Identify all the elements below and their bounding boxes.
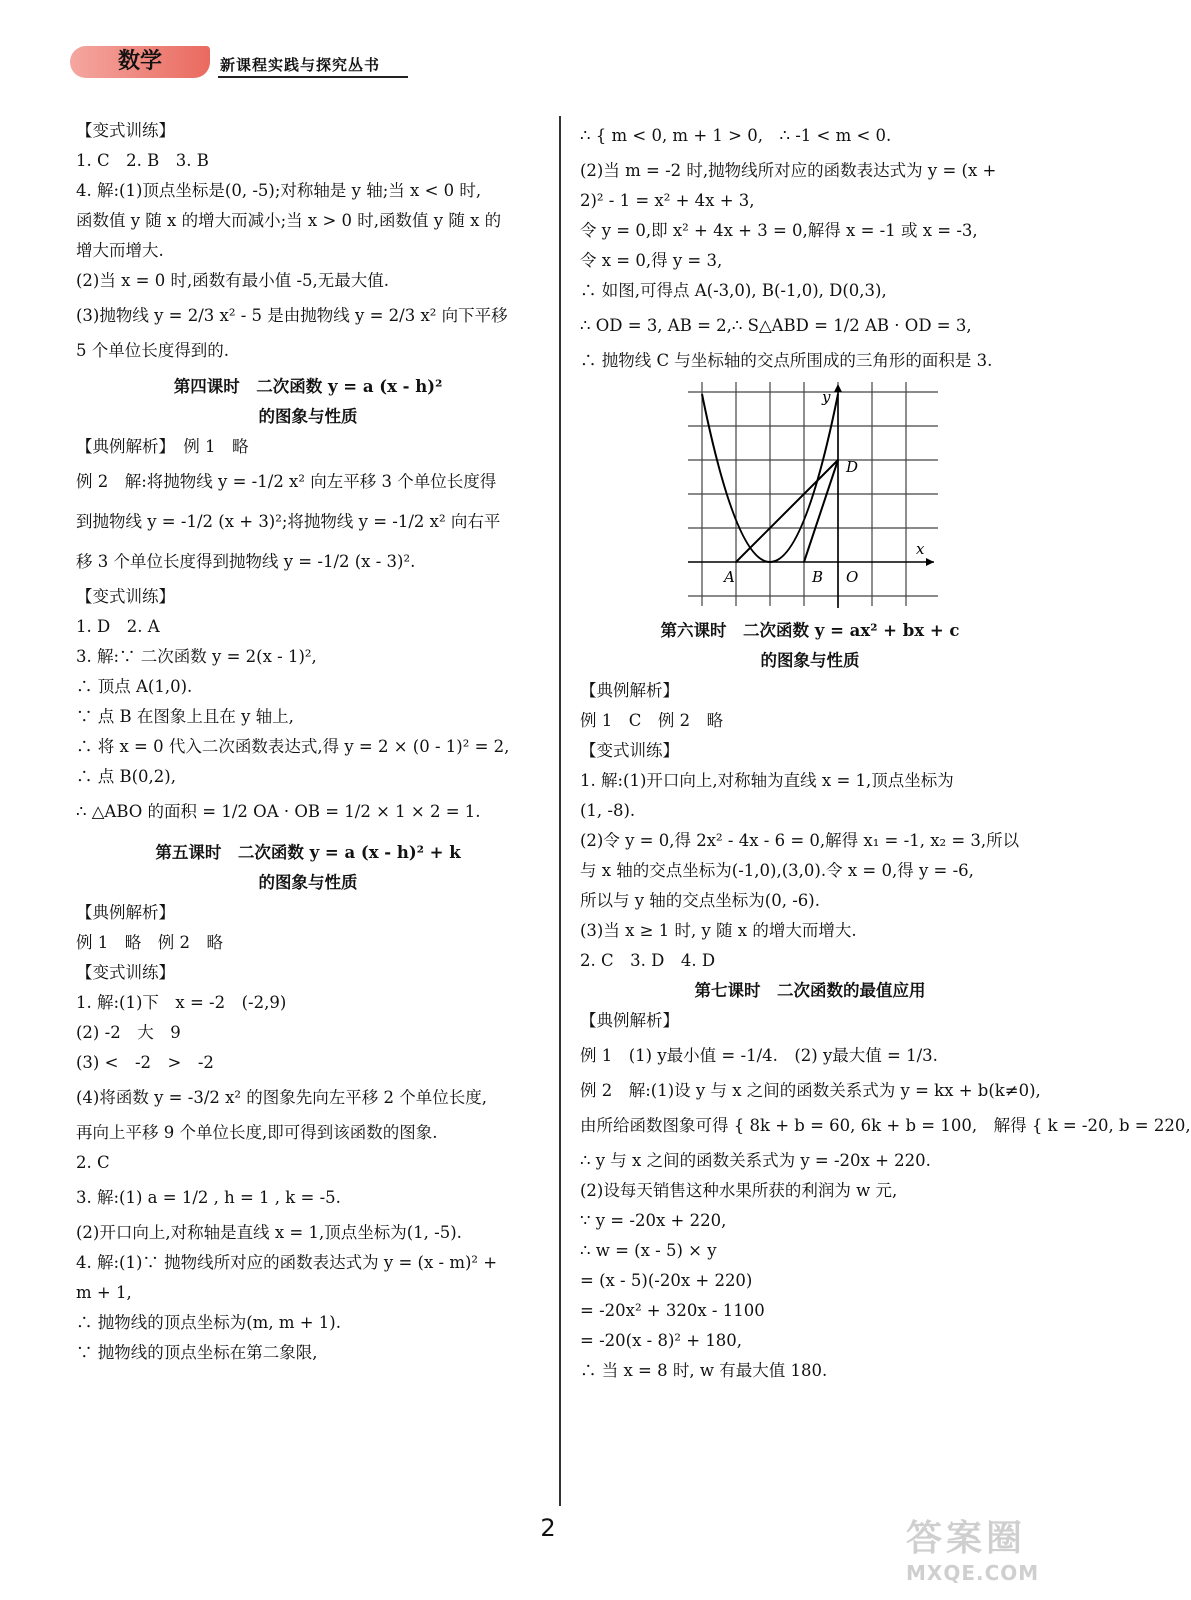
answer-line: 移 3 个单位长度得到抛物线 y = -1/2 (x - 3)². [76, 552, 416, 571]
answer-line: = -20(x - 8)² + 180, [580, 1331, 743, 1350]
answer-line: (2)令 y = 0,得 2x² - 4x - 6 = 0,解得 x₁ = -1, x₂ = 3,所以 [580, 831, 1020, 850]
lesson-subtitle: 的图象与性质 [258, 873, 358, 892]
answer-line: (4)将函数 y = -3/2 x² 的图象先向左平移 2 个单位长度, [76, 1088, 488, 1107]
answer-line: 再向上平移 9 个单位长度,即可得到该函数的图象. [76, 1123, 438, 1142]
lesson-title: 第六课时 二次函数 y = ax² + bx + c [660, 621, 960, 640]
x-axis-label: x [916, 540, 925, 558]
answer-line: (2)当 m = -2 时,抛物线所对应的函数表达式为 y = (x + [580, 161, 997, 180]
answer-line: 3. 解:∵ 二次函数 y = 2(x - 1)², [76, 647, 317, 666]
answer-line: (1, -8). [580, 801, 636, 820]
answer-line: ∴ 如图,可得点 A(-3,0), B(-1,0), D(0,3), [580, 281, 887, 300]
answer-line: (2)当 x = 0 时,函数有最小值 -5,无最大值. [76, 271, 390, 290]
lesson-title: 第四课时 二次函数 y = a (x - h)² [173, 377, 443, 396]
answer-line: 例 1 (1) y最小值 = -1/4. (2) y最大值 = 1/3. [580, 1046, 938, 1065]
left-column [76, 116, 540, 1368]
lesson-title: 第五课时 二次函数 y = a (x - h)² + k [155, 843, 461, 862]
answer-line: 2. C [76, 1153, 110, 1172]
series-title: 新课程实践与探究丛书 [220, 56, 381, 74]
answer-line: 例 2 解:将抛物线 y = -1/2 x² 向左平移 3 个单位长度得 [76, 472, 497, 491]
section-heading: 【典例解析】 [76, 903, 175, 922]
answer-line: ∴ 当 x = 8 时, w 有最大值 180. [580, 1361, 828, 1380]
lesson-subtitle: 的图象与性质 [258, 407, 358, 426]
header-underline [218, 76, 408, 78]
answer-line: 1. 解:(1)下 x = -2 (-2,9) [76, 993, 287, 1012]
answer-line: 例 2 解:(1)设 y 与 x 之间的函数关系式为 y = kx + b(k≠0), [580, 1081, 1041, 1100]
answer-line: 令 y = 0,即 x² + 4x + 3 = 0,解得 x = -1 或 x = -3, [580, 221, 978, 240]
parabola-graph [688, 382, 938, 610]
answer-line: ∴ OD = 3, AB = 2,∴ S△ABD = 1/2 AB · OD = 3, [580, 316, 972, 335]
answer-line: ∴ 抛物线的顶点坐标为(m, m + 1). [76, 1313, 341, 1332]
answer-line: ∵ 抛物线的顶点坐标在第二象限, [76, 1343, 318, 1362]
watermark-logo [906, 1510, 1056, 1585]
origin-label: O [846, 568, 859, 586]
lesson-subtitle: 的图象与性质 [760, 651, 860, 670]
answer-line: = -20x² + 320x - 1100 [580, 1301, 765, 1320]
x-axis-arrow-icon [926, 558, 934, 566]
answer-line: (3)抛物线 y = 2/3 x² - 5 是由抛物线 y = 2/3 x² 向下平移 [76, 306, 508, 325]
answer-line: 由所给函数图象可得 { 8k + b = 60, 6k + b = 100, 解得 { k = -20, b = 220, [580, 1116, 1191, 1135]
answer-line: (3)当 x ≥ 1 时, y 随 x 的增大而增大. [580, 921, 857, 940]
section-heading: 【典例解析】 [580, 681, 679, 700]
point-d-label: D [846, 458, 859, 476]
right-column [580, 116, 1191, 1386]
answer-line: (3) < -2 > -2 [76, 1053, 214, 1072]
answer-line: 函数值 y 随 x 的增大而减小;当 x > 0 时,函数值 y 随 x 的 [76, 211, 502, 230]
answer-line: ∴ 顶点 A(1,0). [76, 677, 193, 696]
answer-line: 与 x 轴的交点坐标为(-1,0),(3,0).令 x = 0,得 y = -6, [580, 861, 974, 880]
watermark-url: MXQE.COM [906, 1561, 1040, 1585]
answer-line: m + 1, [76, 1283, 132, 1302]
answer-line: 4. 解:(1)∵ 抛物线所对应的函数表达式为 y = (x - m)² + [76, 1253, 498, 1272]
triangle-abd [736, 460, 838, 562]
watermark-text: 答案圈 [906, 1518, 1027, 1559]
section-heading: 【变式训练】 [76, 121, 175, 140]
section-heading: 【变式训练】 [76, 963, 175, 982]
answer-line: 2. C 3. D 4. D [580, 951, 716, 970]
answer-line: ∴ △ABO 的面积 = 1/2 OA · OB = 1/2 × 1 × 2 = 1. [76, 802, 481, 821]
answer-line: ∵ y = -20x + 220, [580, 1211, 727, 1230]
answer-line: ∴ 将 x = 0 代入二次函数表达式,得 y = 2 × (0 - 1)² = 2, [76, 737, 510, 756]
point-b-label: B [812, 568, 824, 586]
answer-line: (2)设每天销售这种水果所获的利润为 w 元, [580, 1181, 898, 1200]
answer-line: 1. C 2. B 3. B [76, 151, 209, 170]
answer-line: ∴ 抛物线 C 与坐标轴的交点所围成的三角形的面积是 3. [580, 351, 993, 370]
answer-line: 3. 解:(1) a = 1/2 , h = 1 , k = -5. [76, 1188, 341, 1207]
lesson-title: 第七课时 二次函数的最值应用 [694, 981, 926, 1000]
answer-line: ∴ y 与 x 之间的函数关系式为 y = -20x + 220. [580, 1151, 931, 1170]
answer-line: 1. D 2. A [76, 617, 160, 636]
section-heading: 【典例解析】 [580, 1011, 679, 1030]
answer-line: ∵ 点 B 在图象上且在 y 轴上, [76, 707, 294, 726]
answer-line: 2)² - 1 = x² + 4x + 3, [580, 191, 755, 210]
answer-line: 所以与 y 轴的交点坐标为(0, -6). [580, 891, 820, 910]
parabola-figure [580, 382, 1040, 612]
subject-badge: 数学 [70, 46, 210, 78]
answer-line: (2) -2 大 9 [76, 1023, 181, 1042]
answer-line: 例 1 略 例 2 略 [76, 933, 223, 952]
answer-line: 1. 解:(1)开口向上,对称轴为直线 x = 1,顶点坐标为 [580, 771, 954, 790]
answer-line: 例 1 C 例 2 略 [580, 711, 724, 730]
answer-line: ∴ { m < 0, m + 1 > 0, ∴ -1 < m < 0. [580, 126, 892, 145]
section-heading: 【变式训练】 [76, 587, 175, 606]
y-axis-label: y [822, 388, 831, 406]
answer-line: ∴ w = (x - 5) × y [580, 1241, 717, 1260]
point-a-label: A [724, 568, 735, 586]
column-divider [559, 116, 561, 1506]
answer-line: 4. 解:(1)顶点坐标是(0, -5);对称轴是 y 轴;当 x < 0 时, [76, 181, 482, 200]
answer-line: 增大而增大. [76, 241, 164, 260]
y-axis-arrow-icon [834, 384, 842, 392]
answer-line: = (x - 5)(-20x + 220) [580, 1271, 753, 1290]
section-heading: 【变式训练】 [580, 741, 679, 760]
page-header [70, 42, 410, 82]
answer-line: 到抛物线 y = -1/2 (x + 3)²;将抛物线 y = -1/2 x² 向右平 [76, 512, 501, 531]
answer-line: 令 x = 0,得 y = 3, [580, 251, 723, 270]
answer-line: (2)开口向上,对称轴是直线 x = 1,顶点坐标为(1, -5). [76, 1223, 462, 1242]
answer-line: ∴ 点 B(0,2), [76, 767, 176, 786]
page-number: 2 [540, 1514, 556, 1542]
section-heading: 【典例解析】 例 1 略 [76, 437, 249, 456]
answer-line: 5 个单位长度得到的. [76, 341, 229, 360]
